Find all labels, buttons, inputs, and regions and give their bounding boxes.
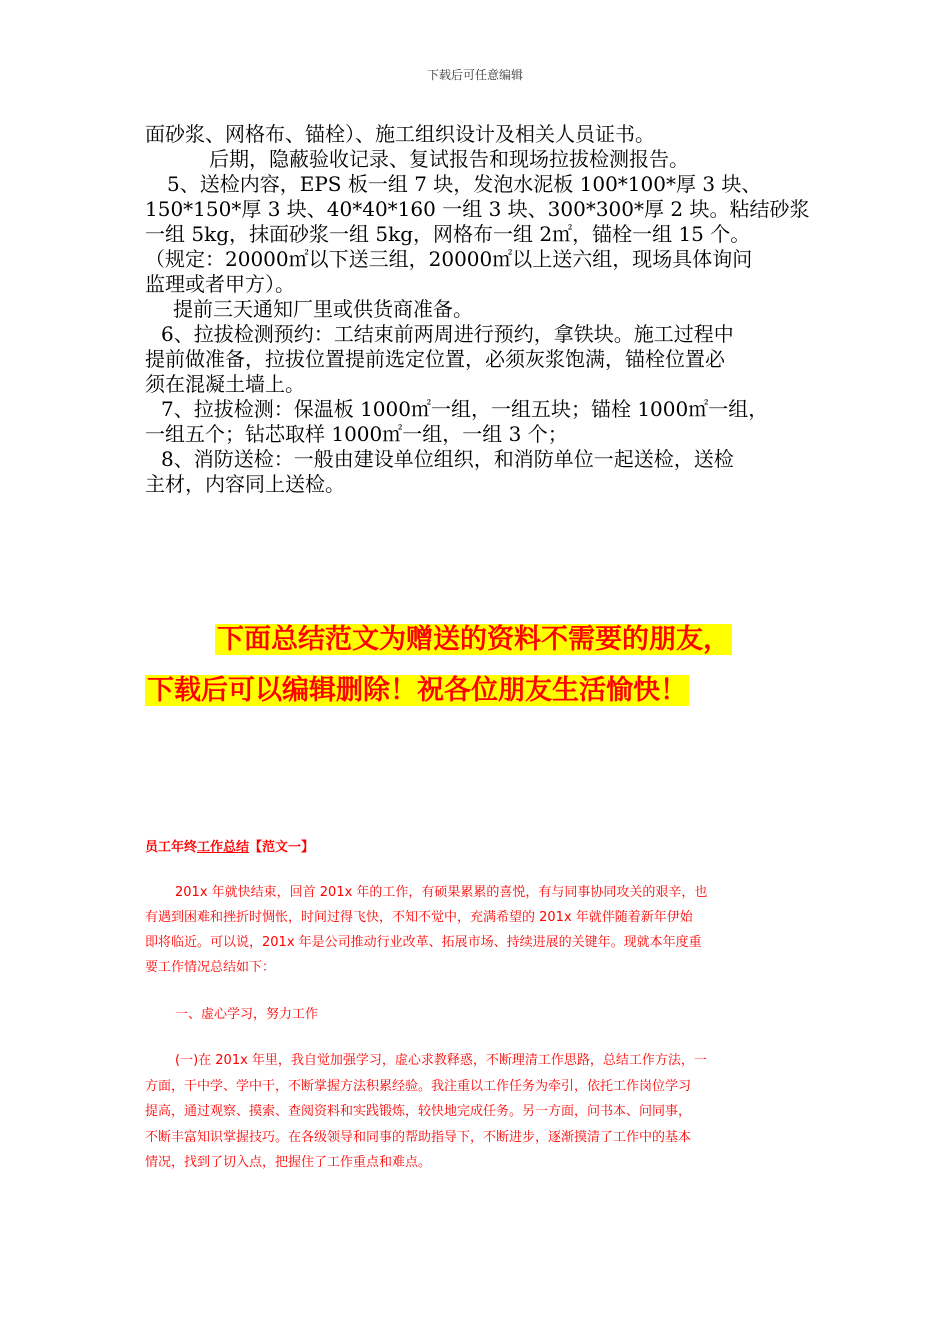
paragraph-text: 201x 年就快结束，回首 201x 年的工作，有硕果累累的喜悦，有与同事协同攻关的艰辛，也: [175, 885, 708, 900]
paragraph-line: [145, 930, 810, 955]
body-line: 8、消防送检：一般由建设单位组织，和消防单位一起送检，送检: [161, 447, 734, 471]
title-suffix: 【范文一】: [249, 840, 315, 855]
document-body: [145, 122, 810, 497]
sample-paragraph-2: [145, 1048, 810, 1176]
body-line: 一组 5kg，抹面砂浆一组 5kg，网格布一组 2㎡，锚栓一组 15 个。: [145, 222, 751, 246]
paragraph-text: (一)在 201x 年里，我自觉加强学习，虚心求教释惑，不断理清工作思路，总结工作方法，一: [175, 1053, 707, 1068]
body-line: 须在混凝土墙上。: [145, 372, 305, 396]
page-header: 下载后可任意编辑: [426, 68, 523, 82]
paragraph-text: 情况，找到了切入点，把握住了工作重点和难点。: [145, 1155, 432, 1170]
body-line: 主材，内容同上送检。: [145, 472, 345, 496]
paragraph-text: 方面，干中学、学中干，不断掌握方法积累经验。我注重以工作任务为牵引，依托工作岗位学习: [145, 1078, 692, 1094]
paragraph-line: [145, 880, 810, 905]
title-prefix: 员工年终: [145, 840, 198, 855]
heading-line: [145, 1003, 810, 1022]
body-line: 5、送检内容，EPS 板一组 7 块，发泡水泥板 100*100*厚 3 块、: [167, 172, 762, 196]
paragraph-text: 不断丰富知识掌握技巧。在各级领导和同事的帮助指导下，不断进步，逐渐摸清了工作中的基本: [145, 1129, 692, 1145]
body-line: 监理或者甲方）。: [145, 272, 295, 296]
body-line: （规定：20000㎡以下送三组，20000㎡以上送六组，现场具体询问: [145, 247, 753, 271]
paragraph-line: [145, 1099, 810, 1125]
paragraph-line: [145, 955, 810, 980]
notice-text: 下载后可以编辑删除！祝各位朋友生活愉快！: [147, 675, 687, 706]
paragraph-line: [145, 905, 810, 930]
body-line: 一组五个；钻芯取样 1000㎡一组，一组 3 个；: [145, 422, 568, 446]
paragraph-line: [145, 1048, 810, 1074]
body-line: 7、拉拔检测：保温板 1000㎡一组，一组五块；锚栓 1000㎡一组，: [161, 397, 769, 421]
body-line: 6、拉拔检测预约：工结束前两周进行预约，拿铁块。施工过程中: [161, 322, 734, 346]
paragraph-text: 提高，通过观察、摸索、查阅资料和实践锻炼，较快地完成任务。另一方面，问书本、问同事，: [145, 1104, 692, 1119]
body-line: 150*150*厚 3 块、40*40*160 一组 3 块、300*300*厚 2 块。粘结砂浆: [145, 197, 810, 221]
body-line: 后期，隐蔽验收记录、复试报告和现场拉拔检测报告。: [209, 147, 689, 171]
body-line: 面砂浆、网格布、锚栓）、施工组织设计及相关人员证书。: [145, 122, 655, 146]
heading-text: 一、虚心学习，努力工作: [175, 1007, 319, 1022]
paragraph-line: [145, 1074, 810, 1100]
body-line: 提前三天通知厂里或供货商准备。: [173, 297, 473, 321]
notice-text: 下面总结范文为赠送的资料不需要的朋友，: [217, 624, 730, 655]
paragraph-line: [145, 1150, 810, 1176]
sample-title: [145, 836, 810, 855]
paragraph-text: 有遇到困难和挫折时惆怅，时间过得飞快，不知不觉中，充满希望的 201x 年就伴随着新年伊始: [145, 910, 693, 925]
paragraph-text: 即将临近。可以说，201x 年是公司推动行业改革、拓展市场、持续进展的关键年。现就本年度重: [145, 935, 702, 950]
paragraph-line: [145, 1125, 810, 1151]
body-line: 提前做准备，拉拔位置提前选定位置，必须灰浆饱满，锚栓位置必: [145, 347, 725, 371]
notice-line-2: [145, 673, 805, 709]
paragraph-text: 要工作情况总结如下：: [145, 960, 276, 975]
sample-paragraph-1: [145, 880, 810, 980]
title-link: 工作总结: [197, 840, 250, 855]
sample-heading-1: [145, 1003, 810, 1022]
notice-line-1: [145, 622, 805, 658]
